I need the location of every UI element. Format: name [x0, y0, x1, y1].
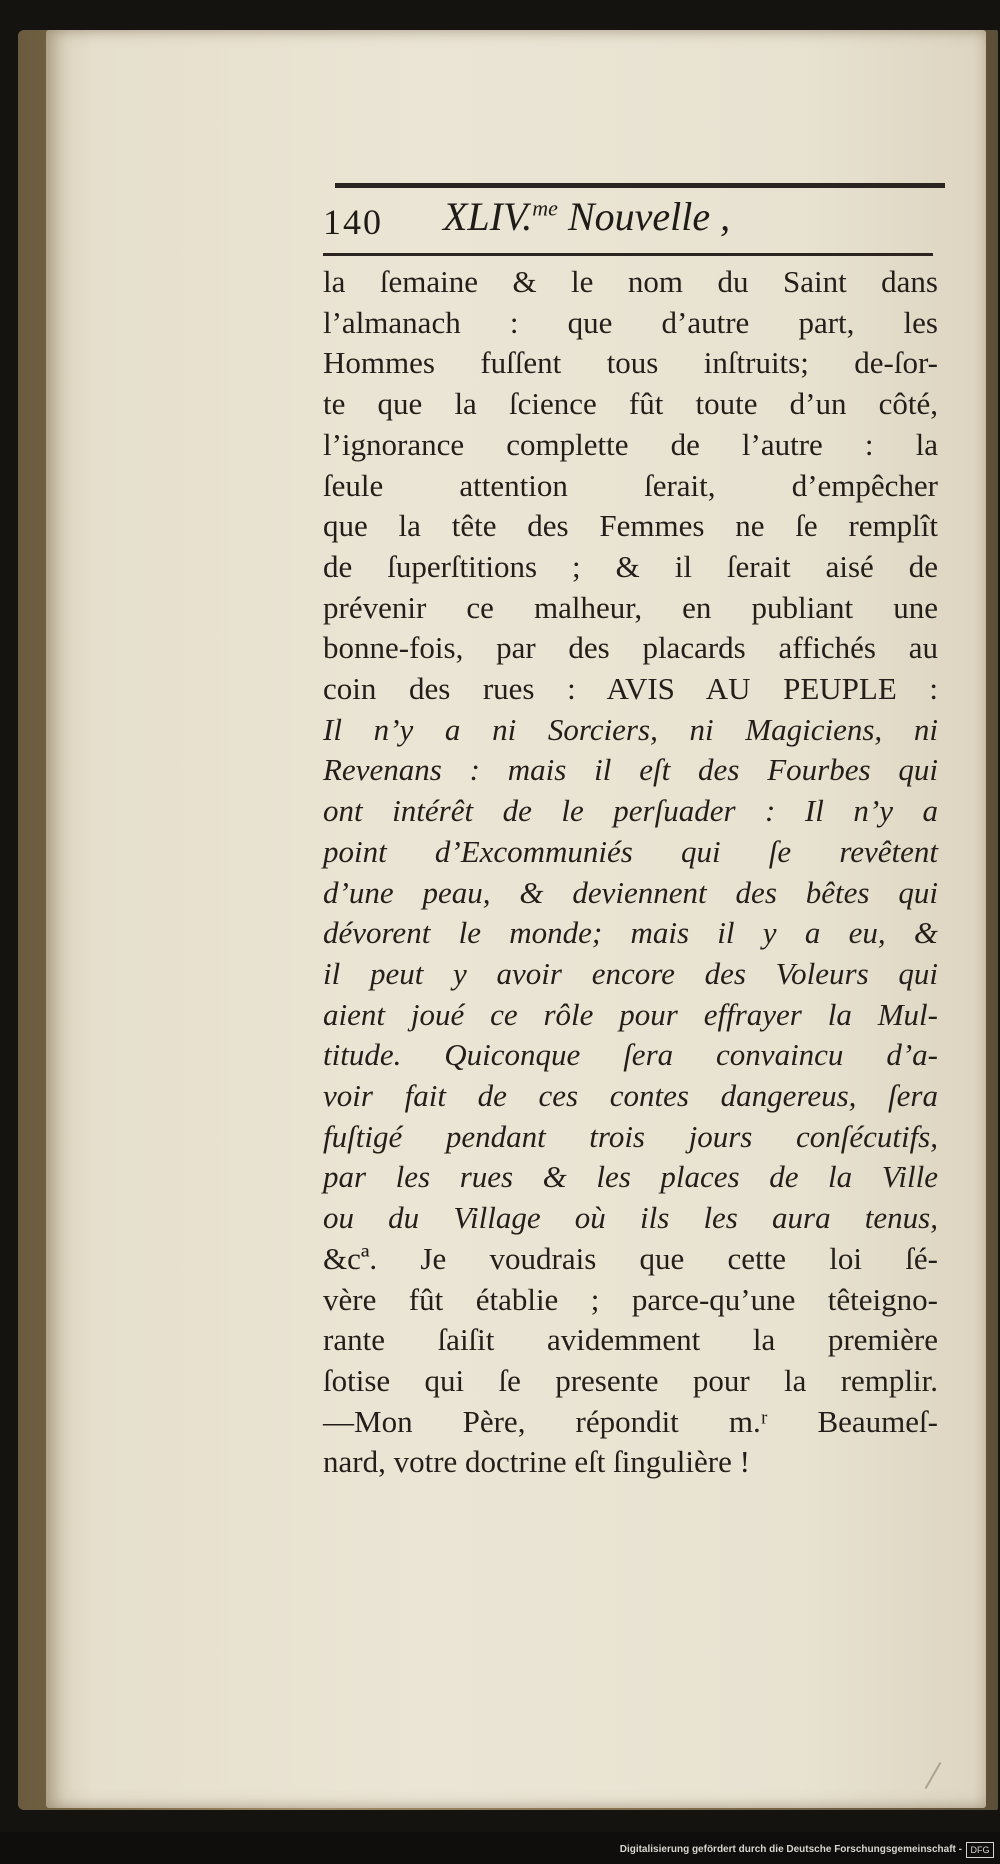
title-rest: Nouvelle , [567, 194, 731, 239]
text-line: —Mon Père, répondit m.ʳ Beaumeſ- [323, 1403, 938, 1439]
page-number: 140 [323, 202, 383, 242]
text-line: prévenir ce malheur, en publiant une [323, 589, 938, 625]
text-line: que la tête des Femmes ne ſe remplît [323, 508, 938, 544]
text-line: l’ignorance complette de l’autre : la [323, 426, 938, 462]
text-line: ſeule attention ſerait, d’empêcher [323, 467, 938, 503]
text-line: Hommes fuſſent tous inſtruits; de-ſor- [323, 345, 938, 381]
body-text [323, 262, 938, 1483]
text-line: ou du Village où ils les aura tenus, [323, 1200, 938, 1236]
text-line: ſotise qui ſe presente pour la remplir. [323, 1362, 938, 1398]
running-header [323, 193, 943, 251]
text-line: dévorent le monde; mais il y a eu, & [323, 915, 938, 951]
header-rule-bottom [323, 253, 933, 256]
text-line: voir fait de ces contes dangereus, ſera [323, 1078, 938, 1114]
text-line: titude. Quiconque ſera convaincu d’a- [323, 1037, 938, 1073]
text-line: de ſuperſtitions ; & il ſerait aisé de [323, 548, 938, 584]
text-line: l’almanach : que d’autre part, les [323, 304, 938, 340]
text-line: fuſtigé pendant trois jours conſécutifs, [323, 1118, 938, 1154]
digitization-credit: Digitalisierung gefördert durch die Deutsche Forschungsgemeinschaft - [619, 1844, 962, 1855]
text-line: &cª. Je voudrais que cette loi ſé- [323, 1240, 938, 1276]
text-line: coin des rues : AVIS AU PEUPLE : [323, 671, 938, 707]
title-superscript: me [532, 195, 558, 221]
text-line: ont intérêt de le perſuader : Il n’y a [323, 793, 938, 829]
text-line: Revenans : mais il eſt des Fourbes qui [323, 752, 938, 788]
header-rule-top [335, 183, 945, 188]
text-line: la ſemaine & le nom du Saint dans [323, 264, 938, 299]
running-title [443, 193, 730, 240]
text-line: par les rues & les places de la Ville [323, 1159, 938, 1195]
dfg-logo: DFG [966, 1842, 994, 1858]
text-line: nard, votre doctrine eſt ſingulière ! [323, 1444, 750, 1480]
text-line: vère fût établie ; parce-qu’une têteigno- [323, 1281, 938, 1317]
text-line: rante ſaiſit avidemment la première [323, 1322, 938, 1358]
text-line: point d’Excommuniés qui ſe revêtent [323, 833, 938, 869]
text-line: il peut y avoir encore des Voleurs qui [323, 955, 938, 991]
text-line: te que la ſcience fût toute d’un côté, [323, 386, 938, 422]
text-line: Il n’y a ni Sorciers, ni Magiciens, ni [323, 711, 938, 747]
text-line: aient joué ce rôle pour effrayer la Mul- [323, 996, 938, 1032]
text-line: bonne-fois, par des placards affichés au [323, 630, 938, 666]
title-main: XLIV. [443, 194, 533, 239]
text-line: d’une peau, & deviennent des bêtes qui [323, 874, 938, 910]
